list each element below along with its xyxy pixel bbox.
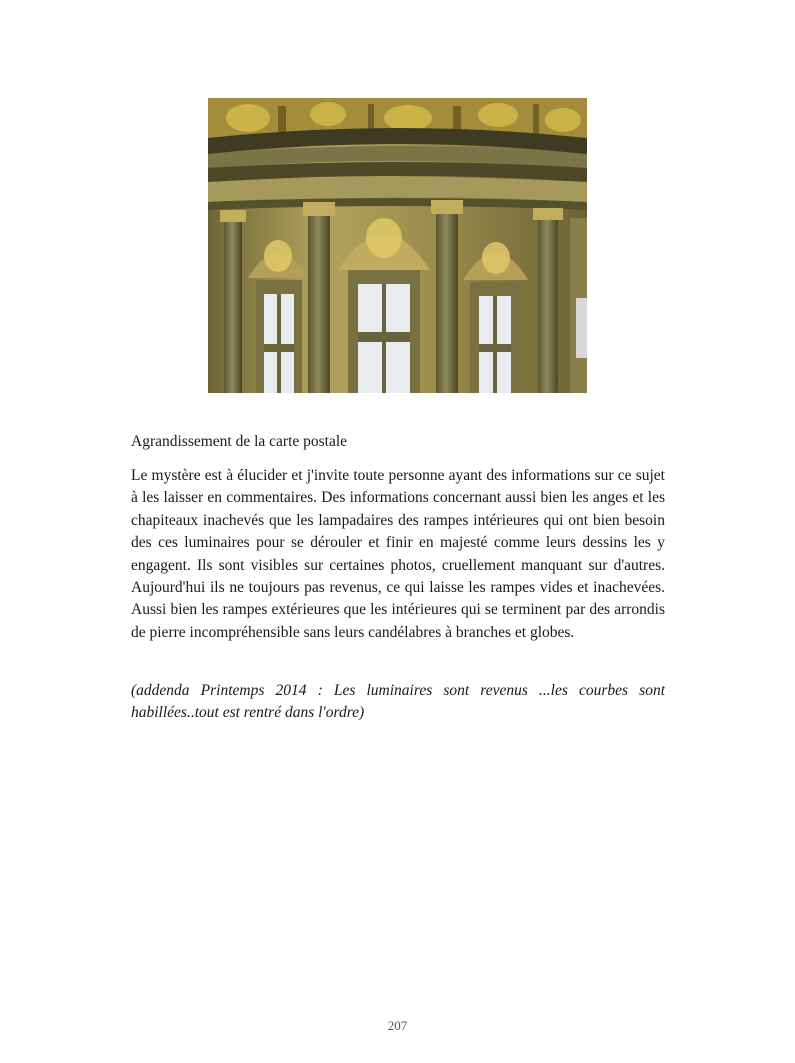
addenda-note: (addenda Printemps 2014 : Les luminaires sont revenus ...les courbes sont habillées..tout est rentré dans l'ordre): [131, 682, 665, 722]
body-paragraph: Le mystère est à élucider et j'invite toute personne ayant des informations sur ce sujet à les laisser en commentaires. Des informations concernant aussi bien les anges et les chapiteaux inachevés que les lampadaires des rampes intérieures qui ont bien besoin des ces luminaires pour se dérouler et finir en majesté comme leurs dessins les y engagent. Ils sont visibles sur certaines photos, cruellement manquant sur d'autres. Aujourd'hui ils ne toujours pas revenus, ce qui laisse les rampes vides et inachevées. Aussi bien les rampes extérieures que les intérieures qui se terminent par des arrondis de pierre incompréhensible sans leurs candélabres à branches et globes.: [131, 467, 665, 641]
building-facade-icon: [208, 98, 587, 393]
figure-caption: Agrandissement de la carte postale: [131, 433, 348, 450]
facade-photo: [208, 98, 587, 393]
page-number: 207: [387, 1018, 408, 1033]
